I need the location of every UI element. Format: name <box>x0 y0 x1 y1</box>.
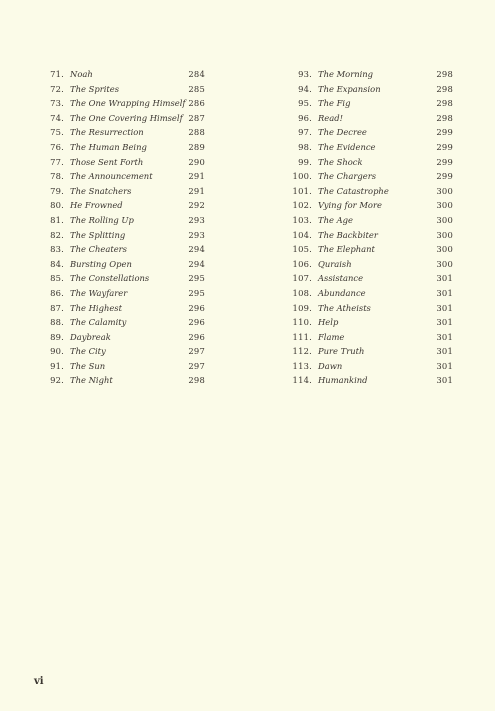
contents-entry <box>250 140 495 155</box>
entry-title: Help <box>318 317 339 328</box>
contents-entry <box>0 140 240 155</box>
contents-entry <box>250 373 495 388</box>
contents-entry <box>250 155 495 170</box>
contents-entry <box>250 344 495 359</box>
contents-entry <box>250 125 495 140</box>
entry-page-number: 300 <box>436 185 453 196</box>
contents-entry <box>0 169 240 184</box>
entry-title: The Announcement <box>70 171 153 182</box>
entry-number: 75. <box>50 127 64 138</box>
entry-number: 84. <box>50 258 64 269</box>
entry-number: 80. <box>50 200 64 211</box>
entry-title: The Sun <box>70 360 106 371</box>
entry-title: Assistance <box>318 273 364 284</box>
entry-title: The Splitting <box>70 229 126 240</box>
entry-number: 87. <box>50 302 64 313</box>
contents-entry <box>250 257 495 272</box>
entry-page-number: 292 <box>188 200 205 211</box>
contents-entry <box>250 286 495 301</box>
contents-entry <box>0 257 240 272</box>
contents-entry <box>250 184 495 199</box>
contents-entry <box>0 228 240 243</box>
entry-page-number: 296 <box>188 317 205 328</box>
entry-number: 104. <box>292 229 312 240</box>
contents-entry <box>0 82 240 97</box>
entry-title: The Night <box>70 375 113 386</box>
contents-entry <box>0 359 240 374</box>
entry-page-number: 298 <box>436 112 453 123</box>
entry-page-number: 286 <box>188 98 205 109</box>
entry-number: 89. <box>50 331 64 342</box>
entry-number: 72. <box>50 83 64 94</box>
contents-entry <box>0 155 240 170</box>
entry-number: 85. <box>50 273 64 284</box>
entry-number: 100. <box>292 171 312 182</box>
entry-title: The Morning <box>318 69 374 79</box>
entry-title: Noah <box>70 69 93 79</box>
entry-number: 90. <box>50 346 64 357</box>
entry-page-number: 294 <box>188 244 205 255</box>
entry-page-number: 299 <box>436 141 453 152</box>
entry-page-number: 300 <box>436 229 453 240</box>
contents-entry <box>250 67 495 82</box>
entry-number: 102. <box>292 200 312 211</box>
entry-number: 112. <box>292 346 312 357</box>
entry-page-number: 299 <box>436 156 453 167</box>
entry-number: 98. <box>298 141 312 152</box>
entry-number: 82. <box>50 229 64 240</box>
entry-title: The Catastrophe <box>318 185 389 196</box>
entry-page-number: 293 <box>188 229 205 240</box>
entry-page-number: 301 <box>436 302 453 313</box>
entry-title: Read! <box>318 112 343 123</box>
entry-page-number: 296 <box>188 331 205 342</box>
contents-entry <box>250 169 495 184</box>
page-folio: vi <box>34 676 44 687</box>
entry-number: 92. <box>50 375 64 386</box>
entry-page-number: 297 <box>188 346 205 357</box>
entry-title: The Human Being <box>70 141 147 152</box>
contents-entry <box>0 330 240 345</box>
entry-page-number: 301 <box>436 346 453 357</box>
entry-title: Bursting Open <box>70 258 132 269</box>
entry-page-number: 285 <box>188 83 205 94</box>
entry-page-number: 300 <box>436 200 453 211</box>
entry-number: 105. <box>292 244 312 255</box>
entry-page-number: 284 <box>188 69 205 79</box>
entry-page-number: 287 <box>188 112 205 123</box>
contents-entry <box>250 315 495 330</box>
contents-entry <box>0 67 240 82</box>
entry-number: 97. <box>298 127 312 138</box>
entry-page-number: 301 <box>436 273 453 284</box>
entry-number: 111. <box>292 331 312 342</box>
contents-entry <box>250 111 495 126</box>
entry-title: The Decree <box>318 127 367 138</box>
entry-number: 99. <box>298 156 312 167</box>
contents-entry <box>0 111 240 126</box>
entry-title: Abundance <box>318 287 366 298</box>
entry-page-number: 290 <box>188 156 205 167</box>
entry-title: The Age <box>318 214 353 225</box>
entry-title: The Snatchers <box>70 185 132 196</box>
entry-page-number: 298 <box>436 69 453 79</box>
contents-entry <box>0 125 240 140</box>
entry-title: The Wayfarer <box>70 287 128 298</box>
entry-page-number: 298 <box>436 98 453 109</box>
entry-title: Those Sent Forth <box>70 156 144 167</box>
contents-entry <box>0 315 240 330</box>
entry-title: Humankind <box>318 375 368 386</box>
entry-number: 108. <box>292 287 312 298</box>
entry-title: The Fig <box>318 98 351 109</box>
entry-page-number: 300 <box>436 258 453 269</box>
contents-entry <box>0 301 240 316</box>
contents-entry <box>0 286 240 301</box>
contents-entry <box>250 228 495 243</box>
entry-title: The Expansion <box>318 83 381 94</box>
contents-entry <box>250 330 495 345</box>
entry-title: The Highest <box>70 302 122 313</box>
entry-title: The One Covering Himself <box>70 112 183 123</box>
contents-entry <box>0 344 240 359</box>
contents-column-left <box>0 67 240 388</box>
entry-number: 95. <box>298 98 312 109</box>
entry-title: The Rolling Up <box>70 214 134 225</box>
entry-page-number: 300 <box>436 214 453 225</box>
contents-entry <box>0 198 240 213</box>
entry-title: The Cheaters <box>70 244 127 255</box>
entry-page-number: 294 <box>188 258 205 269</box>
entry-page-number: 301 <box>436 360 453 371</box>
contents-entry <box>0 373 240 388</box>
entry-number: 109. <box>292 302 312 313</box>
entry-page-number: 298 <box>436 83 453 94</box>
entry-number: 88. <box>50 317 64 328</box>
contents-entry <box>250 198 495 213</box>
contents-entry <box>250 271 495 286</box>
entry-number: 81. <box>50 214 64 225</box>
entry-page-number: 296 <box>188 302 205 313</box>
entry-title: The Evidence <box>318 141 376 152</box>
entry-page-number: 297 <box>188 360 205 371</box>
entry-page-number: 288 <box>188 127 205 138</box>
entry-number: 113. <box>292 360 312 371</box>
contents-entry <box>0 96 240 111</box>
entry-number: 78. <box>50 171 64 182</box>
entry-title: The Backbiter <box>318 229 378 240</box>
entry-number: 93. <box>298 69 312 79</box>
entry-title: Dawn <box>318 360 343 371</box>
entry-page-number: 301 <box>436 287 453 298</box>
entry-number: 110. <box>292 317 312 328</box>
entry-title: The Chargers <box>318 171 377 182</box>
entry-title: Flame <box>318 331 345 342</box>
entry-number: 71. <box>50 69 64 79</box>
contents-entry <box>250 96 495 111</box>
entry-title: The Shock <box>318 156 363 167</box>
contents-column-right <box>250 67 495 388</box>
entry-page-number: 298 <box>188 375 205 386</box>
entry-title: The One Wrapping Himself <box>70 98 186 109</box>
entry-title: Vying for More <box>318 200 382 211</box>
entry-number: 74. <box>50 112 64 123</box>
contents-entry <box>0 184 240 199</box>
contents-entry <box>250 213 495 228</box>
entry-page-number: 289 <box>188 141 205 152</box>
entry-title: The City <box>70 346 106 357</box>
entry-page-number: 299 <box>436 127 453 138</box>
entry-title: Quraish <box>318 258 352 269</box>
entry-page-number: 301 <box>436 331 453 342</box>
contents-entry <box>250 301 495 316</box>
contents-entry <box>250 82 495 97</box>
contents-entry <box>0 242 240 257</box>
entry-page-number: 293 <box>188 214 205 225</box>
entry-number: 103. <box>292 214 312 225</box>
entry-number: 107. <box>292 273 312 284</box>
entry-page-number: 295 <box>188 273 205 284</box>
entry-title: The Calamity <box>70 317 127 328</box>
entry-title: The Resurrection <box>70 127 144 138</box>
entry-page-number: 301 <box>436 317 453 328</box>
entry-number: 73. <box>50 98 64 109</box>
entry-number: 94. <box>298 83 312 94</box>
entry-title: Daybreak <box>70 331 111 342</box>
entry-page-number: 295 <box>188 287 205 298</box>
entry-number: 114. <box>292 375 312 386</box>
entry-number: 77. <box>50 156 64 167</box>
entry-number: 106. <box>292 258 312 269</box>
contents-entry <box>0 271 240 286</box>
entry-title: He Frowned <box>70 200 123 211</box>
entry-page-number: 301 <box>436 375 453 386</box>
entry-number: 79. <box>50 185 64 196</box>
contents-entry <box>250 359 495 374</box>
entry-number: 101. <box>292 185 312 196</box>
entry-number: 76. <box>50 141 64 152</box>
entry-number: 96. <box>298 112 312 123</box>
entry-title: Pure Truth <box>318 346 365 357</box>
entry-title: The Sprites <box>70 83 119 94</box>
entry-number: 86. <box>50 287 64 298</box>
entry-title: The Atheists <box>318 302 371 313</box>
contents-entry <box>250 242 495 257</box>
entry-number: 83. <box>50 244 64 255</box>
entry-number: 91. <box>50 360 64 371</box>
entry-page-number: 291 <box>188 185 205 196</box>
contents-entry <box>0 213 240 228</box>
entry-page-number: 299 <box>436 171 453 182</box>
entry-title: The Constellations <box>70 273 150 284</box>
entry-page-number: 291 <box>188 171 205 182</box>
entry-page-number: 300 <box>436 244 453 255</box>
entry-title: The Elephant <box>318 244 375 255</box>
